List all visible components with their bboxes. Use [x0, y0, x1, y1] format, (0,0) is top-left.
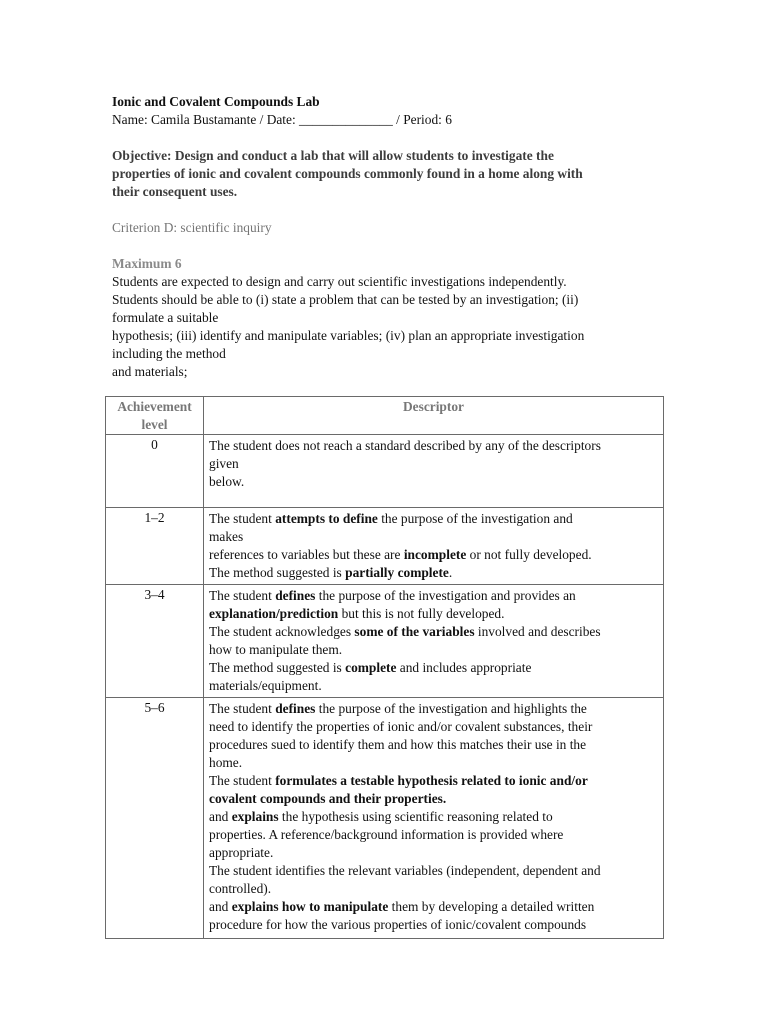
intro-line: including the method: [112, 346, 226, 361]
level-cell: 3–4: [106, 585, 204, 698]
header-descriptor: Descriptor: [204, 397, 664, 435]
rubric-table: [105, 396, 664, 939]
document-body: [112, 93, 652, 381]
table-row: [106, 698, 664, 939]
table-row: [106, 508, 664, 585]
doc-title: Ionic and Covalent Compounds Lab: [112, 94, 320, 109]
name-line: Name: Camila Bustamante / Date: ______________ / Period: 6: [112, 112, 452, 127]
level-cell: 0: [106, 435, 204, 508]
objective-line: properties of ionic and covalent compounds commonly found in a home along with: [112, 166, 583, 181]
table-row: [106, 435, 664, 508]
intro-line: Students are expected to design and carry out scientific investigations independently.: [112, 274, 567, 289]
table-row: [106, 585, 664, 698]
objective: [112, 147, 652, 201]
level-cell: 1–2: [106, 508, 204, 585]
intro-line: and materials;: [112, 364, 188, 379]
descriptor-cell: The student does not reach a standard described by any of the descriptors given below.: [204, 435, 664, 508]
header-achievement-level: Achievement level: [106, 397, 204, 435]
objective-line: their consequent uses.: [112, 184, 238, 199]
criterion: Criterion D: scientific inquiry: [112, 220, 272, 235]
descriptor-cell: The student defines the purpose of the investigation and highlights the need to identify the properties of ionic and/or covalent substances, their procedures sued to identify them and how this matches their use in the home. The student formulates a testable hypothesis related to ionic and/or covalent compounds and their properties. and explains the hypothesis using scientific reasoning related to properties. A reference/background information is provided where appropriate. The student identifies the relevant variables (independent, dependent and controlled). and explains how to manipulate them by developing a detailed written procedure for how the various properties of ionic/covalent compounds: [204, 698, 664, 939]
intro-text: [112, 273, 652, 381]
descriptor-cell: The student attempts to define the purpose of the investigation and makes references to variables but these are incomplete or not fully developed. The method suggested is partially complete.: [204, 508, 664, 585]
descriptor-cell: The student defines the purpose of the investigation and provides an explanation/prediction but this is not fully developed. The student acknowledges some of the variables involved and describes how to manipulate them. The method suggested is complete and includes appropriate materials/equipment.: [204, 585, 664, 698]
objective-line: Objective: Design and conduct a lab that will allow students to investigate the: [112, 148, 554, 163]
table-header-row: [106, 397, 664, 435]
intro-line: formulate a suitable: [112, 310, 219, 325]
level-cell: 5–6: [106, 698, 204, 939]
intro-line: hypothesis; (iii) identify and manipulate variables; (iv) plan an appropriate investigation: [112, 328, 585, 343]
intro-line: Students should be able to (i) state a problem that can be tested by an investigation; (ii): [112, 292, 579, 307]
maximum: Maximum 6: [112, 256, 182, 271]
